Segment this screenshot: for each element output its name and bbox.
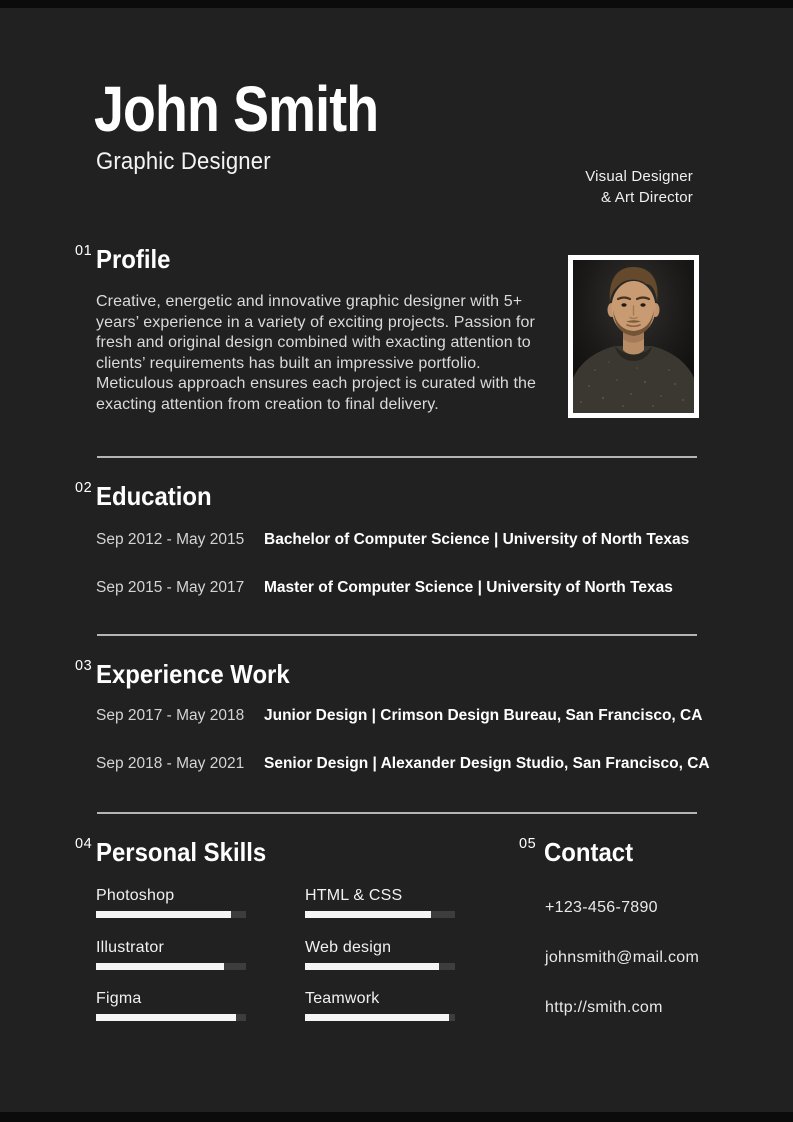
entry-description: Junior Design | Crimson Design Bureau, San Francisco, CA	[264, 707, 703, 724]
profile-photo-frame	[568, 255, 699, 418]
skill-bar-fill	[305, 1014, 449, 1021]
skill-label: Teamwork	[305, 990, 380, 1007]
entry-description: Master of Computer Science | University of North Texas	[264, 579, 673, 596]
contact-email: johnsmith@mail.com	[545, 949, 700, 966]
contact-website: http://smith.com	[545, 999, 663, 1016]
skill-bar-fill	[305, 911, 431, 918]
skill-bar	[96, 1014, 246, 1021]
page-bottom-edge	[0, 1112, 793, 1122]
skill-item	[96, 990, 246, 1021]
skill-bar	[305, 963, 455, 970]
section-heading-skills: Personal Skills	[96, 837, 267, 867]
section-heading-contact: Contact	[544, 837, 634, 867]
skill-label: Illustrator	[96, 939, 164, 956]
profile-body: Creative, energetic and innovative graphic designer with 5+ years’ experience in a variety of exciting projects. Passion for fresh and original design combined with exacting attention to clients’ requirements has built an impressive portfolio. Meticulous approach ensures each project is curated with the exacting attention from creation to final delivery.	[96, 293, 537, 413]
skill-bar-fill	[305, 963, 439, 970]
skill-bar-fill	[96, 911, 231, 918]
skill-bar	[305, 1014, 455, 1021]
education-entry	[96, 579, 673, 597]
skill-label: Photoshop	[96, 887, 175, 904]
skill-label: Web design	[305, 939, 392, 956]
page-top-edge	[0, 0, 793, 8]
portrait-illustration	[573, 260, 694, 413]
divider	[97, 812, 697, 814]
skill-item	[96, 939, 246, 970]
divider	[97, 456, 697, 458]
entry-dates: Sep 2018 - May 2021	[96, 755, 245, 772]
tagline	[585, 167, 693, 208]
section-number-profile: 01	[75, 243, 93, 259]
skill-bar	[305, 911, 455, 918]
skill-label: Figma	[96, 990, 142, 1007]
entry-description: Bachelor of Computer Science | University of North Texas	[264, 531, 690, 548]
entry-description: Senior Design | Alexander Design Studio, San Francisco, CA	[264, 755, 710, 772]
section-number-education: 02	[75, 480, 93, 496]
contact-phone: +123-456-7890	[545, 899, 658, 916]
education-entry	[96, 531, 689, 549]
entry-dates: Sep 2012 - May 2015	[96, 531, 245, 548]
skill-bar-fill	[96, 963, 224, 970]
tagline-line-1: Visual Designer	[585, 168, 693, 185]
person-name: John Smith	[94, 73, 379, 145]
section-number-experience: 03	[75, 658, 93, 674]
section-number-skills: 04	[75, 836, 93, 852]
skill-bar	[96, 963, 246, 970]
skill-label: HTML & CSS	[305, 887, 403, 904]
tagline-line-2: & Art Director	[601, 188, 693, 206]
section-heading-education: Education	[96, 481, 212, 511]
entry-dates: Sep 2017 - May 2018	[96, 707, 245, 724]
skill-item	[305, 990, 455, 1021]
section-number-contact: 05	[519, 836, 537, 852]
skill-bar-fill	[96, 1014, 236, 1021]
section-heading-profile: Profile	[96, 244, 171, 274]
experience-entry	[96, 755, 710, 773]
section-heading-experience: Experience Work	[96, 659, 290, 689]
divider	[97, 634, 697, 636]
skill-item	[96, 887, 246, 918]
skill-item	[305, 887, 455, 918]
person-role: Graphic Designer	[96, 148, 271, 175]
skill-item	[305, 939, 455, 970]
experience-entry	[96, 707, 702, 725]
skill-bar	[96, 911, 246, 918]
entry-dates: Sep 2015 - May 2017	[96, 579, 245, 596]
